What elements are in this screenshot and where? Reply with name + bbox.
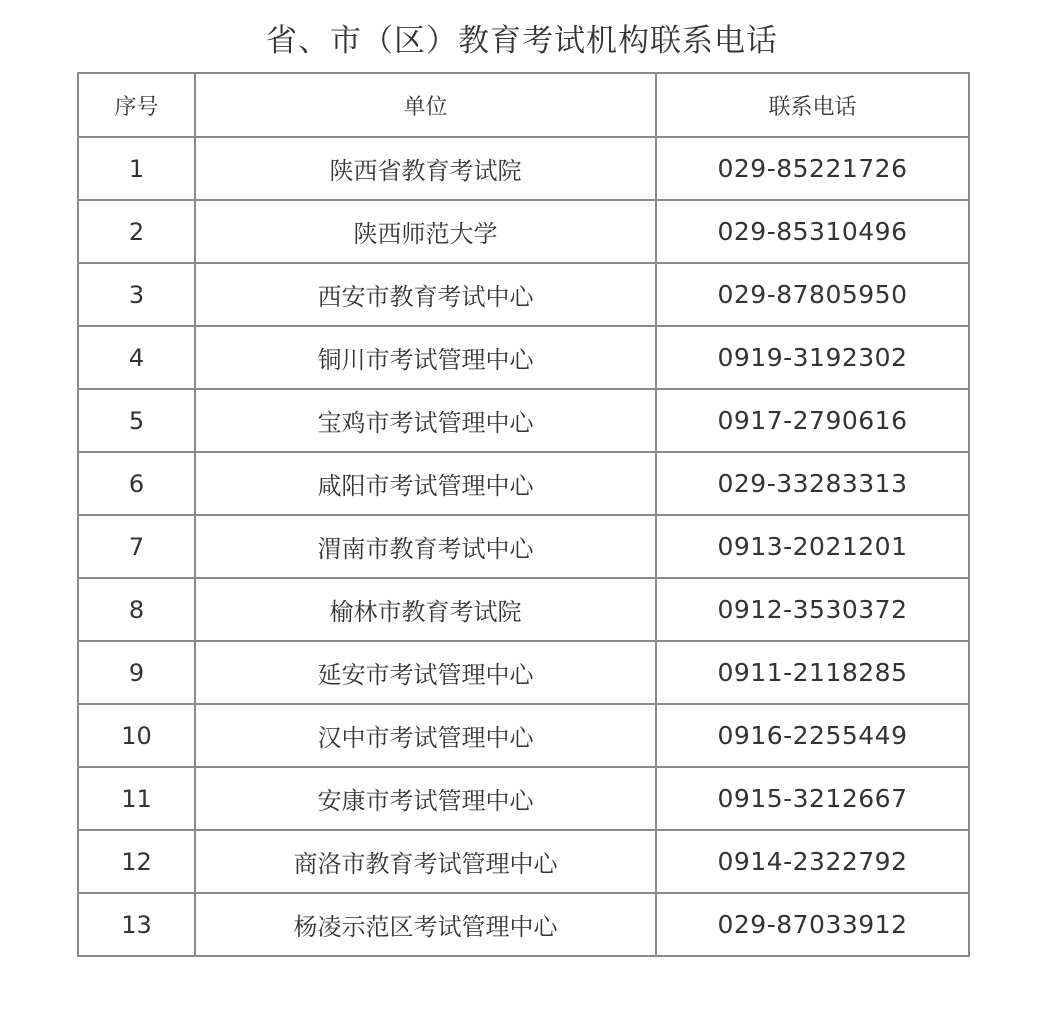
unit-name-cell: 宝鸡市考试管理中心 xyxy=(195,389,656,452)
serial-number-cell: 3 xyxy=(78,263,195,326)
phone-number-cell: 0917-2790616 xyxy=(656,389,969,452)
serial-number-cell: 13 xyxy=(78,893,195,956)
serial-number-cell: 11 xyxy=(78,767,195,830)
table-row xyxy=(78,326,969,389)
serial-number-cell: 2 xyxy=(78,200,195,263)
phone-number-cell: 029-33283313 xyxy=(656,452,969,515)
unit-name-cell: 铜川市考试管理中心 xyxy=(195,326,656,389)
phone-number-cell: 0915-3212667 xyxy=(656,767,969,830)
phone-number-cell: 0911-2118285 xyxy=(656,641,969,704)
table-row xyxy=(78,830,969,893)
serial-number-cell: 8 xyxy=(78,578,195,641)
unit-name-cell: 杨凌示范区考试管理中心 xyxy=(195,893,656,956)
table-row xyxy=(78,704,969,767)
phone-number-cell: 029-85310496 xyxy=(656,200,969,263)
unit-name-cell: 商洛市教育考试管理中心 xyxy=(195,830,656,893)
serial-number-cell: 7 xyxy=(78,515,195,578)
unit-name-cell: 延安市考试管理中心 xyxy=(195,641,656,704)
serial-number-cell: 6 xyxy=(78,452,195,515)
serial-number-cell: 9 xyxy=(78,641,195,704)
unit-name-cell: 咸阳市考试管理中心 xyxy=(195,452,656,515)
unit-name-cell: 渭南市教育考试中心 xyxy=(195,515,656,578)
phone-number-cell: 0919-3192302 xyxy=(656,326,969,389)
table-row xyxy=(78,263,969,326)
phone-number-cell: 029-85221726 xyxy=(656,137,969,200)
serial-number-cell: 4 xyxy=(78,326,195,389)
header-unit: 单位 xyxy=(195,73,656,137)
phone-number-cell: 0912-3530372 xyxy=(656,578,969,641)
serial-number-cell: 12 xyxy=(78,830,195,893)
serial-number-cell: 10 xyxy=(78,704,195,767)
table-row xyxy=(78,578,969,641)
contact-table xyxy=(77,72,970,957)
unit-name-cell: 榆林市教育考试院 xyxy=(195,578,656,641)
phone-number-cell: 029-87805950 xyxy=(656,263,969,326)
unit-name-cell: 陕西师范大学 xyxy=(195,200,656,263)
table-row xyxy=(78,137,969,200)
header-phone: 联系电话 xyxy=(656,73,969,137)
table-row xyxy=(78,452,969,515)
phone-number-cell: 0916-2255449 xyxy=(656,704,969,767)
header-serial-number: 序号 xyxy=(78,73,195,137)
table-row xyxy=(78,641,969,704)
unit-name-cell: 汉中市考试管理中心 xyxy=(195,704,656,767)
unit-name-cell: 西安市教育考试中心 xyxy=(195,263,656,326)
serial-number-cell: 5 xyxy=(78,389,195,452)
page-title: 省、市（区）教育考试机构联系电话 xyxy=(266,23,778,59)
table-row xyxy=(78,767,969,830)
phone-number-cell: 0913-2021201 xyxy=(656,515,969,578)
table-row xyxy=(78,893,969,956)
unit-name-cell: 陕西省教育考试院 xyxy=(195,137,656,200)
unit-name-cell: 安康市考试管理中心 xyxy=(195,767,656,830)
serial-number-cell: 1 xyxy=(78,137,195,200)
table-row xyxy=(78,389,969,452)
table-row xyxy=(78,515,969,578)
table-row xyxy=(78,200,969,263)
phone-number-cell: 029-87033912 xyxy=(656,893,969,956)
phone-number-cell: 0914-2322792 xyxy=(656,830,969,893)
table-header-row xyxy=(78,73,969,137)
